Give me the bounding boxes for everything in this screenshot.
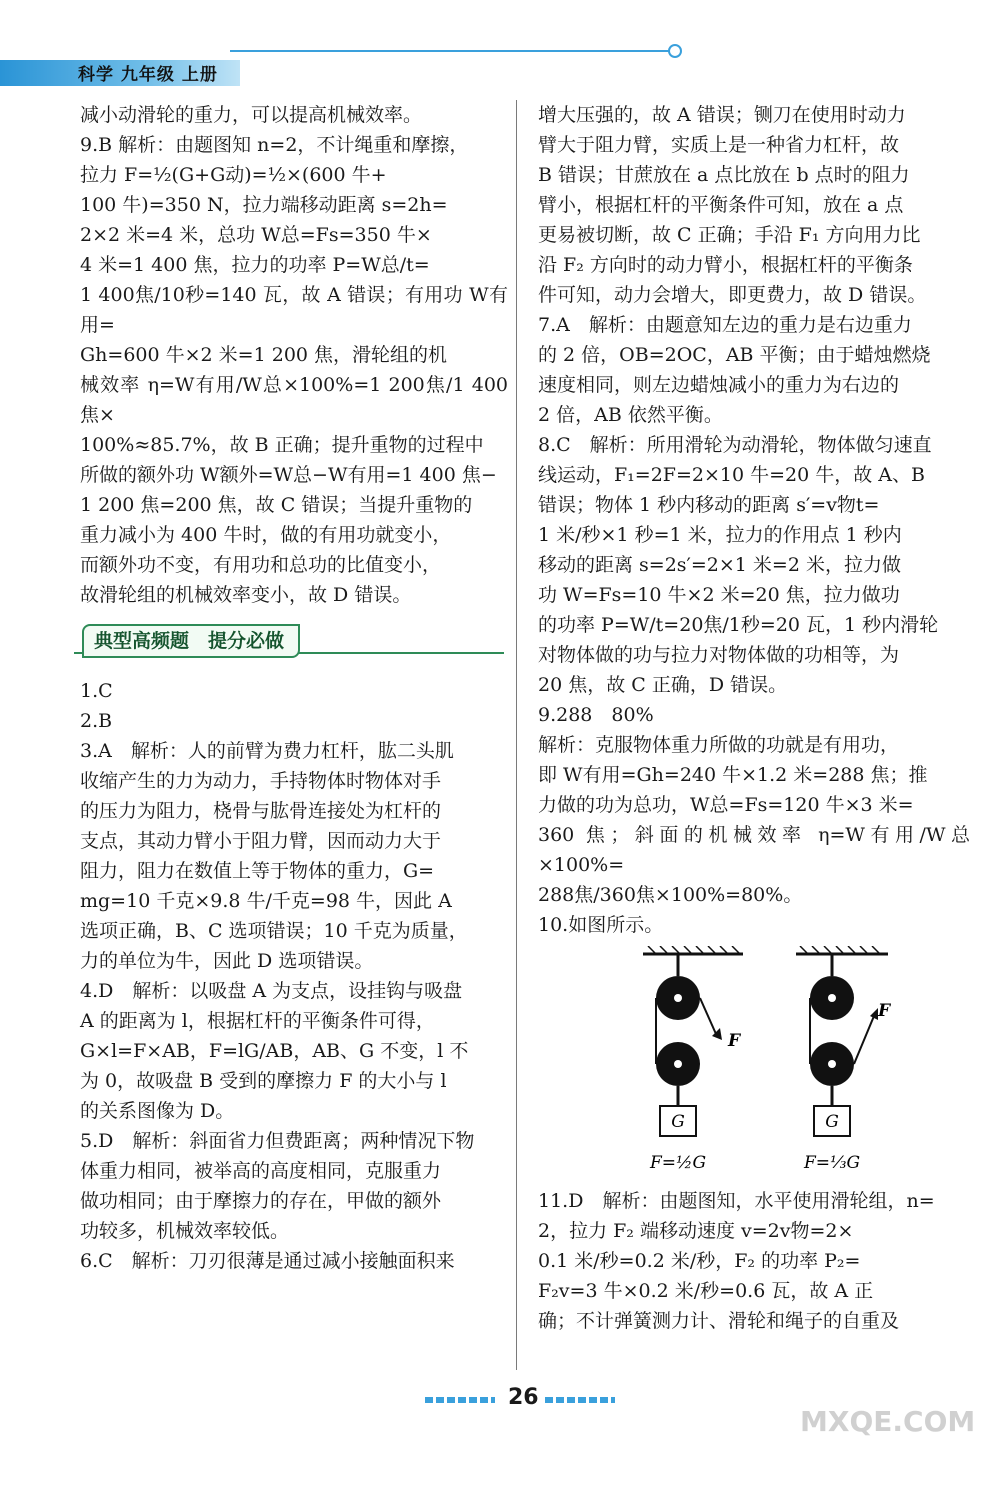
text-line: 的关系图像为 D。 [80,1100,235,1122]
text-line: 3.A 解析：人的前臂为费力杠杆，肱二头肌 [80,740,454,762]
text-line: 1 400焦/10秒=140 瓦，故 A 错误；有用功 W有用= [80,284,508,336]
text-line: 确；不计弹簧测力计、滑轮和绳子的自重及 [538,1310,900,1332]
text-line: 拉力 F=½(G+G动)=½×(600 牛+ [80,164,387,186]
text-line: 的功率 P=W/t=20焦/1秒=20 瓦，1 秒内滑轮 [538,614,939,636]
text-line: 5.D 解析：斜面省力但费距离；两种情况下物 [80,1130,475,1152]
pulley-figure [538,946,970,1186]
pulley-system-2 [796,946,892,1173]
text-line: 2，拉力 F₂ 端移动速度 v=2v物=2× [538,1220,854,1242]
text-line: 4.D 解析：以吸盘 A 为支点，设挂钩与吸盘 [80,980,463,1002]
text-line: 功 W=Fs=10 牛×2 米=20 焦，拉力做功 [538,584,900,606]
text-line: 线运动，F₁=2F=2×10 牛=20 牛，故 A、B [538,464,925,486]
text-line: 1.C [80,680,113,702]
column-divider [516,100,517,1370]
text-line: 100%≈85.7%，故 B 正确；提升重物的过程中 [80,434,484,456]
text-line: 1 米/秒×1 秒=1 米，拉力的作用点 1 秒内 [538,524,902,546]
text-line: 20 焦，故 C 正确，D 错误。 [538,674,788,696]
weight-label-2: G [825,1112,839,1132]
text-line: G×l=F×AB，F=lG/AB，AB、G 不变，l 不 [80,1040,469,1062]
text-line: 错误；物体 1 秒内移动的距离 s′=v物t= [538,494,880,516]
text-line: 2×2 米=4 米，总功 W总=Fs=350 牛× [80,224,432,246]
text-line: B 错误；甘蔗放在 a 点比放在 b 点时的阻力 [538,164,910,186]
text-line: 阻力，阻力在数值上等于物体的重力，G= [80,860,435,882]
equation-1: F=½G [649,1153,707,1173]
text-line: 1 200 焦=200 焦，故 C 错误；当提升重物的 [80,494,473,516]
left-column [80,100,508,1276]
right-column [538,100,970,1336]
force-label-1: F [728,1031,741,1051]
text-line: 100 牛)=350 N，拉力端移动距离 s=2h= [80,194,448,216]
text-line: Gh=600 牛×2 米=1 200 焦，滑轮组的机 [80,344,448,366]
text-line: 功较多，机械效率较低。 [80,1220,290,1242]
text-line: F₂v=3 牛×0.2 米/秒=0.6 瓦，故 A 正 [538,1280,874,1302]
text-line: 做功相同；由于摩擦力的存在，甲做的额外 [80,1190,442,1212]
text-line: 重力减小为 400 牛时，做的有用功就变小， [80,524,452,546]
text-line: 360 焦；斜面的机械效率 η=W有用/W总×100%= [538,824,970,876]
text-line: 故滑轮组的机械效率变小，故 D 错误。 [80,584,412,606]
text-line: 沿 F₂ 方向时的动力臂小，根据杠杆的平衡条 [538,254,913,276]
pulley-diagram [538,946,970,1186]
text-line: 9.B 解析：由题图知 n=2，不计绳重和摩擦， [80,134,469,156]
page-number: 26 [508,1385,539,1410]
text-line: 对物体做的功与拉力对物体做的功相等，为 [538,644,900,666]
text-line: 械效率 η=W有用/W总×100%=1 200焦/1 400焦× [80,374,508,426]
text-line: 速度相同，则左边蜡烛减小的重力为右边的 [538,374,900,396]
text-line: 选项正确，B、C 选项错误；10 千克为质量， [80,920,468,942]
force-label-2: F [878,1001,891,1021]
text-line: 力的单位为牛，因此 D 选项错误。 [80,950,374,972]
text-line: 减小动滑轮的重力，可以提高机械效率。 [80,104,423,126]
footer-bar-left [425,1397,495,1403]
right-answer-block [538,100,970,940]
section-heading [74,624,508,658]
text-line: 的 2 倍，OB=2OC，AB 平衡；由于蜡烛燃烧 [538,344,931,366]
header-title: 科学 九年级 上册 [78,65,218,85]
text-line: 6.C 解析：刀刃很薄是通过减小接触面积来 [80,1250,455,1272]
text-line: 0.1 米/秒=0.2 米/秒，F₂ 的功率 P₂= [538,1250,861,1272]
text-line: 288焦/360焦×100%=80%。 [538,884,803,906]
text-line: 所做的额外功 W额外=W总−W有用=1 400 焦− [80,464,497,486]
text-line: 9.288 80% [538,704,654,726]
text-line: 更易被切断，故 C 正确；手沿 F₁ 方向用力比 [538,224,921,246]
header-rule [230,50,670,52]
text-line: mg=10 千克×9.8 牛/千克=98 牛，因此 A [80,890,452,912]
text-line: 2.B [80,710,113,732]
text-line: 而额外功不变，有用功和总功的比值变小， [80,554,442,576]
equation-2: F=⅓G [803,1153,861,1173]
text-line: 臂大于阻力臂，实质上是一种省力杠杆，故 [538,134,900,156]
section-title: 典型高频题 提分必做 [82,624,300,658]
right-answer-block-2 [538,1186,970,1336]
text-line: 臂小，根据杠杆的平衡条件可知，放在 a 点 [538,194,904,216]
text-line: 解析：克服物体重力所做的功就是有用功， [538,734,900,756]
pulley-system-1 [643,946,743,1173]
text-line: A 的距离为 l，根据杠杆的平衡条件可得， [80,1010,435,1032]
left-answer-block-2 [80,676,508,1276]
text-line: 4 米=1 400 焦，拉力的功率 P=W总/t= [80,254,430,276]
text-line: 增大压强的，故 A 错误；铡刀在使用时动力 [538,104,906,126]
text-line: 收缩产生的力为动力，手持物体时物体对手 [80,770,442,792]
text-line: 2 倍，AB 依然平衡。 [538,404,723,426]
text-line: 支点，其动力臂小于阻力臂，因而动力大于 [80,830,442,852]
text-line: 移动的距离 s=2s′=2×1 米=2 米，拉力做 [538,554,901,576]
text-line: 10.如图所示。 [538,914,664,936]
text-line: 即 W有用=Gh=240 牛×1.2 米=288 焦；推 [538,764,928,786]
text-line: 8.C 解析：所用滑轮为动滑轮，物体做匀速直 [538,434,932,456]
page-header [0,40,1000,100]
left-answer-block [80,100,508,610]
text-line: 力做的功为总功，W总=Fs=120 牛×3 米= [538,794,914,816]
watermark: MXQE.COM [800,1405,976,1438]
header-dot [668,44,682,58]
text-line: 11.D 解析：由题图知，水平使用滑轮组，n= [538,1190,935,1212]
text-line: 的压力为阻力，桡骨与肱骨连接处为杠杆的 [80,800,442,822]
text-line: 7.A 解析：由题意知左边的重力是右边重力 [538,314,912,336]
weight-label-1: G [671,1112,685,1132]
text-line: 体重力相同，被举高的高度相同，克服重力 [80,1160,442,1182]
footer-bar-right [545,1397,615,1403]
text-line: 件可知，动力会增大，即更费力，故 D 错误。 [538,284,927,306]
text-line: 为 0，故吸盘 B 受到的摩擦力 F 的大小与 l [80,1070,447,1092]
